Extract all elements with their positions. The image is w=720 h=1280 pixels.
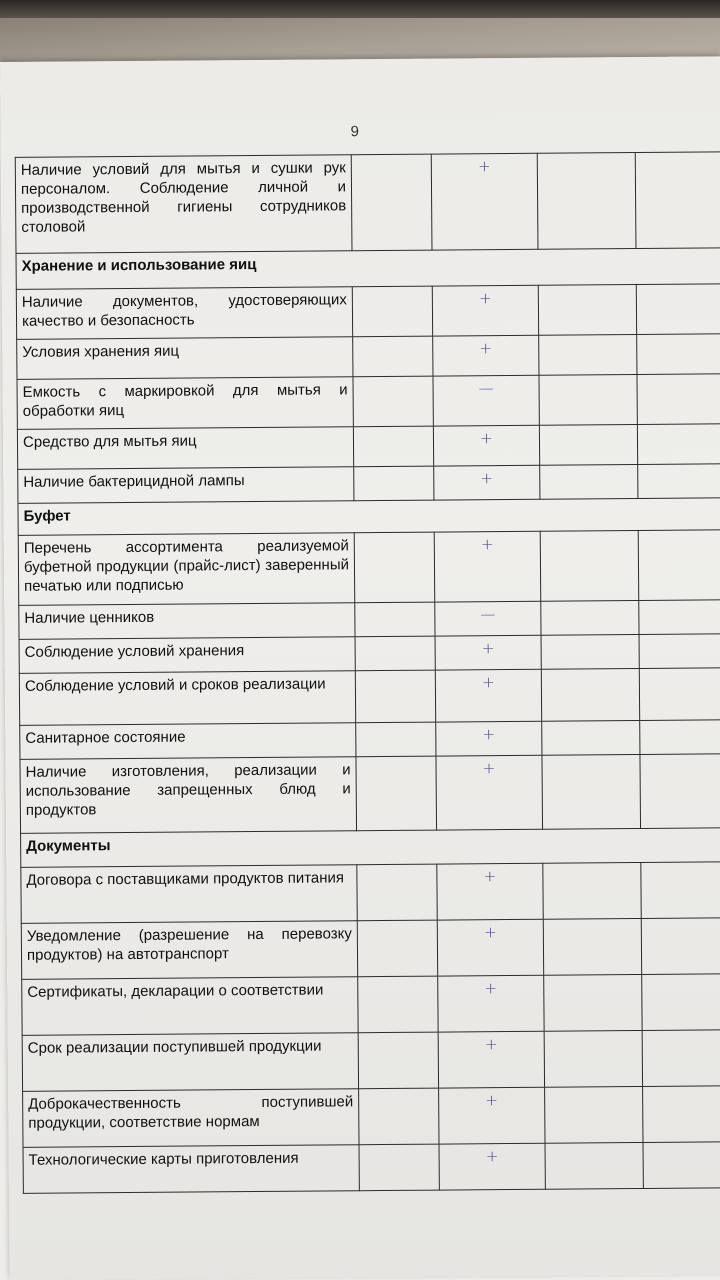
empty-cell	[642, 1030, 720, 1087]
handwritten-mark: +	[431, 153, 538, 250]
empty-cell	[541, 600, 639, 635]
empty-cell	[540, 465, 638, 500]
handwritten-mark: +	[436, 721, 542, 756]
empty-cell	[635, 152, 720, 249]
handwritten-mark: +	[438, 975, 544, 1032]
empty-cell	[353, 426, 433, 467]
criterion-text: Емкость с маркировкой для мытья и обработки яиц	[17, 377, 353, 430]
table-row	[19, 668, 720, 726]
empty-cell	[355, 636, 435, 671]
criterion-text: Санитарное состояние	[20, 723, 356, 760]
empty-cell	[542, 720, 640, 755]
empty-cell	[541, 668, 639, 721]
handwritten-mark: +	[434, 531, 541, 602]
handwritten-mark: —	[435, 601, 541, 636]
empty-cell	[540, 531, 639, 602]
table-row	[23, 1142, 720, 1194]
handwritten-mark: +	[432, 285, 538, 336]
empty-cell	[636, 284, 720, 335]
section-row	[21, 828, 720, 868]
table-row	[22, 974, 720, 1036]
empty-cell	[537, 153, 636, 250]
table-row	[21, 918, 720, 980]
table-row	[19, 634, 720, 674]
background-edge	[0, 0, 720, 18]
empty-cell	[637, 374, 720, 425]
empty-cell	[639, 668, 720, 721]
handwritten-mark: +	[438, 1031, 544, 1088]
empty-cell	[637, 424, 720, 465]
empty-cell	[539, 375, 637, 426]
criterion-text: Соблюдение условий хранения	[19, 637, 355, 674]
empty-cell	[638, 530, 720, 601]
empty-cell	[543, 918, 641, 975]
empty-cell	[352, 286, 432, 337]
handwritten-mark: +	[433, 335, 539, 376]
section-heading: Буфет	[18, 498, 720, 536]
empty-cell	[353, 336, 433, 377]
table-row	[21, 862, 720, 924]
empty-cell	[544, 1030, 642, 1087]
empty-cell	[639, 600, 720, 635]
empty-cell	[638, 464, 720, 499]
table-row	[15, 152, 720, 254]
empty-cell	[544, 974, 642, 1031]
table-row	[17, 424, 720, 470]
criterion-text: Доброкачественность поступившей продукции, соответствие нормам	[23, 1089, 359, 1148]
section-heading: Хранение и использование яиц	[16, 248, 720, 290]
empty-cell	[539, 425, 637, 466]
empty-cell	[637, 334, 720, 375]
empty-cell	[358, 976, 438, 1033]
empty-cell	[643, 1142, 720, 1189]
criterion-text: Наличие ценников	[19, 603, 355, 640]
empty-cell	[353, 376, 433, 427]
checklist-body	[15, 152, 720, 1194]
table-row	[17, 374, 720, 430]
empty-cell	[641, 918, 720, 975]
criterion-text: Договора с поставщиками продуктов питания	[21, 865, 357, 924]
empty-cell	[641, 862, 720, 919]
section-row	[16, 248, 720, 290]
empty-cell	[356, 756, 437, 831]
empty-cell	[358, 1032, 438, 1089]
handwritten-mark: +	[435, 635, 541, 670]
criterion-text: Срок реализации поступившей продукции	[22, 1033, 358, 1092]
empty-cell	[640, 754, 720, 829]
criterion-text: Наличие изготовления, реализации и использование запрещенных блюд и продуктов	[20, 757, 357, 834]
handwritten-mark: +	[437, 863, 543, 920]
empty-cell	[354, 532, 435, 603]
empty-cell	[640, 720, 720, 755]
handwritten-mark: +	[435, 669, 541, 722]
criterion-text: Наличие бактерицидной лампы	[18, 467, 354, 504]
empty-cell	[543, 862, 641, 919]
table-row	[19, 600, 720, 640]
table-row	[23, 1086, 720, 1148]
empty-cell	[359, 1144, 439, 1191]
empty-cell	[541, 634, 639, 669]
criterion-text: Наличие документов, удостоверяющих качество и безопасность	[16, 287, 352, 340]
table-row	[18, 530, 720, 606]
table-row	[16, 284, 720, 340]
empty-cell	[545, 1142, 643, 1189]
empty-cell	[357, 864, 437, 921]
criterion-text: Условия хранения яиц	[17, 337, 353, 380]
empty-cell	[356, 722, 436, 757]
table-row	[22, 1030, 720, 1092]
empty-cell	[357, 920, 437, 977]
criterion-text: Соблюдение условий и сроков реализации	[19, 671, 355, 726]
empty-cell	[545, 1086, 643, 1143]
criterion-text: Уведомление (разрешение на перевозку продуктов) на автотранспорт	[21, 921, 357, 980]
handwritten-mark: +	[434, 465, 540, 500]
document-page	[0, 56, 720, 1280]
empty-cell	[639, 634, 720, 669]
criterion-text: Наличие условий для мытья и сушки рук персоналом. Соблюдение личной и производственной гигиены сотрудников столовой	[15, 155, 352, 254]
handwritten-mark: +	[433, 425, 539, 466]
empty-cell	[351, 154, 432, 251]
table-row	[17, 334, 720, 380]
empty-cell	[642, 974, 720, 1031]
empty-cell	[539, 335, 637, 376]
empty-cell	[359, 1088, 439, 1145]
empty-cell	[354, 466, 434, 501]
criterion-text: Средство для мытья яиц	[17, 427, 353, 470]
page-number: 9	[350, 123, 359, 141]
handwritten-mark: +	[437, 919, 543, 976]
handwritten-mark: +	[439, 1087, 545, 1144]
criterion-text: Сертификаты, декларации о соответствии	[22, 977, 358, 1036]
checklist-table	[15, 151, 720, 1194]
criterion-text: Технологические карты приготовления	[23, 1145, 359, 1194]
table-row	[18, 464, 720, 504]
empty-cell	[355, 670, 435, 723]
handwritten-mark: +	[436, 755, 543, 830]
empty-cell	[538, 285, 636, 336]
empty-cell	[355, 602, 435, 637]
handwritten-mark: —	[433, 375, 539, 426]
table-row	[20, 754, 720, 834]
empty-cell	[542, 754, 641, 829]
criterion-text: Перечень ассортимента реализуемой буфетной продукции (прайс-лист) заверенный печатью или подписью	[18, 533, 355, 606]
section-heading: Документы	[21, 828, 720, 868]
empty-cell	[643, 1086, 720, 1143]
handwritten-mark: +	[439, 1143, 545, 1190]
table-row	[20, 720, 720, 760]
